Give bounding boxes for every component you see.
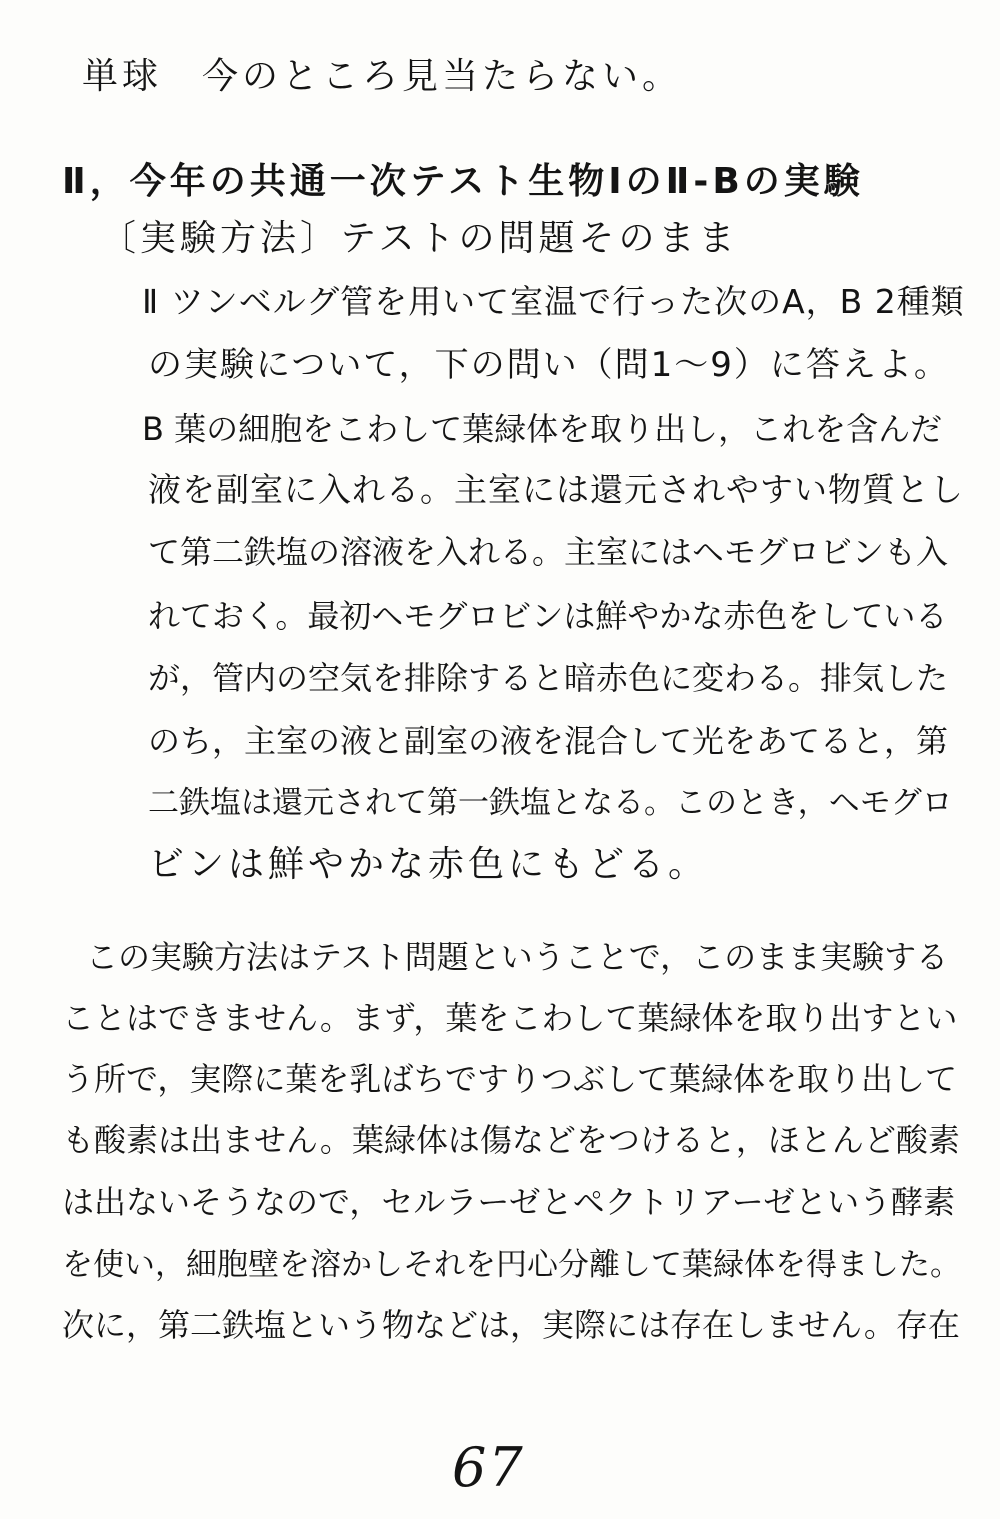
question-line: が，管内の空気を排除すると暗赤色に変わる。排気した	[148, 659, 949, 697]
question-line: 二鉄塩は還元されて第一鉄塩となる。このとき，ヘモグロ	[148, 785, 953, 821]
question-line: ビンは鮮やかな赤色にもどる。	[148, 844, 709, 885]
question-line: の実験について，下の問い（問1〜9）に答えよ。	[148, 345, 950, 385]
body-line: う所で，実際に葉を乳ばちですりつぶして葉緑体を取り出して	[62, 1060, 958, 1098]
body-line: も酸素は出ません。葉緑体は傷などをつけると，ほとんど酸素	[62, 1121, 960, 1159]
top-note: 単球 今のところ見当たらない。	[82, 56, 683, 97]
question-line: のち，主室の液と副室の液を混合して光をあてると，第	[148, 722, 949, 760]
question-line: B 葉の細胞をこわして葉緑体を取り出し，これを含んだ	[142, 410, 943, 448]
body-line: 次に，第二鉄塩という物などは，実際には存在しません。存在	[62, 1306, 960, 1344]
body-line: この実験方法はテスト問題ということで，このまま実験する	[86, 938, 949, 976]
question-line: れておく。最初ヘモグロビンは鮮やかな赤色をしている	[148, 597, 948, 635]
section-heading: Ⅱ，今年の共通一次テスト生物ⅠのⅡ-Bの実験	[62, 161, 864, 202]
page-number: 67	[452, 1436, 525, 1499]
method-label: 〔実験方法〕テストの問題そのまま	[100, 218, 739, 259]
body-line: ことはできません。まず，葉をこわして葉緑体を取り出すとい	[62, 999, 958, 1037]
question-line: 液を副室に入れる。主室には還元されやすい物質とし	[148, 470, 964, 509]
question-line: て第二鉄塩の溶液を入れる。主室にはヘモグロビンも入	[148, 533, 949, 571]
question-line: Ⅱ ツンベルグ管を用いて室温で行った次のA，B 2種類	[142, 282, 965, 321]
body-line: を使い，細胞壁を溶かしそれを円心分離して葉緑体を得ました。	[62, 1247, 961, 1283]
body-line: は出ないそうなので，セルラーゼとペクトリアーゼという酵素	[62, 1183, 956, 1221]
